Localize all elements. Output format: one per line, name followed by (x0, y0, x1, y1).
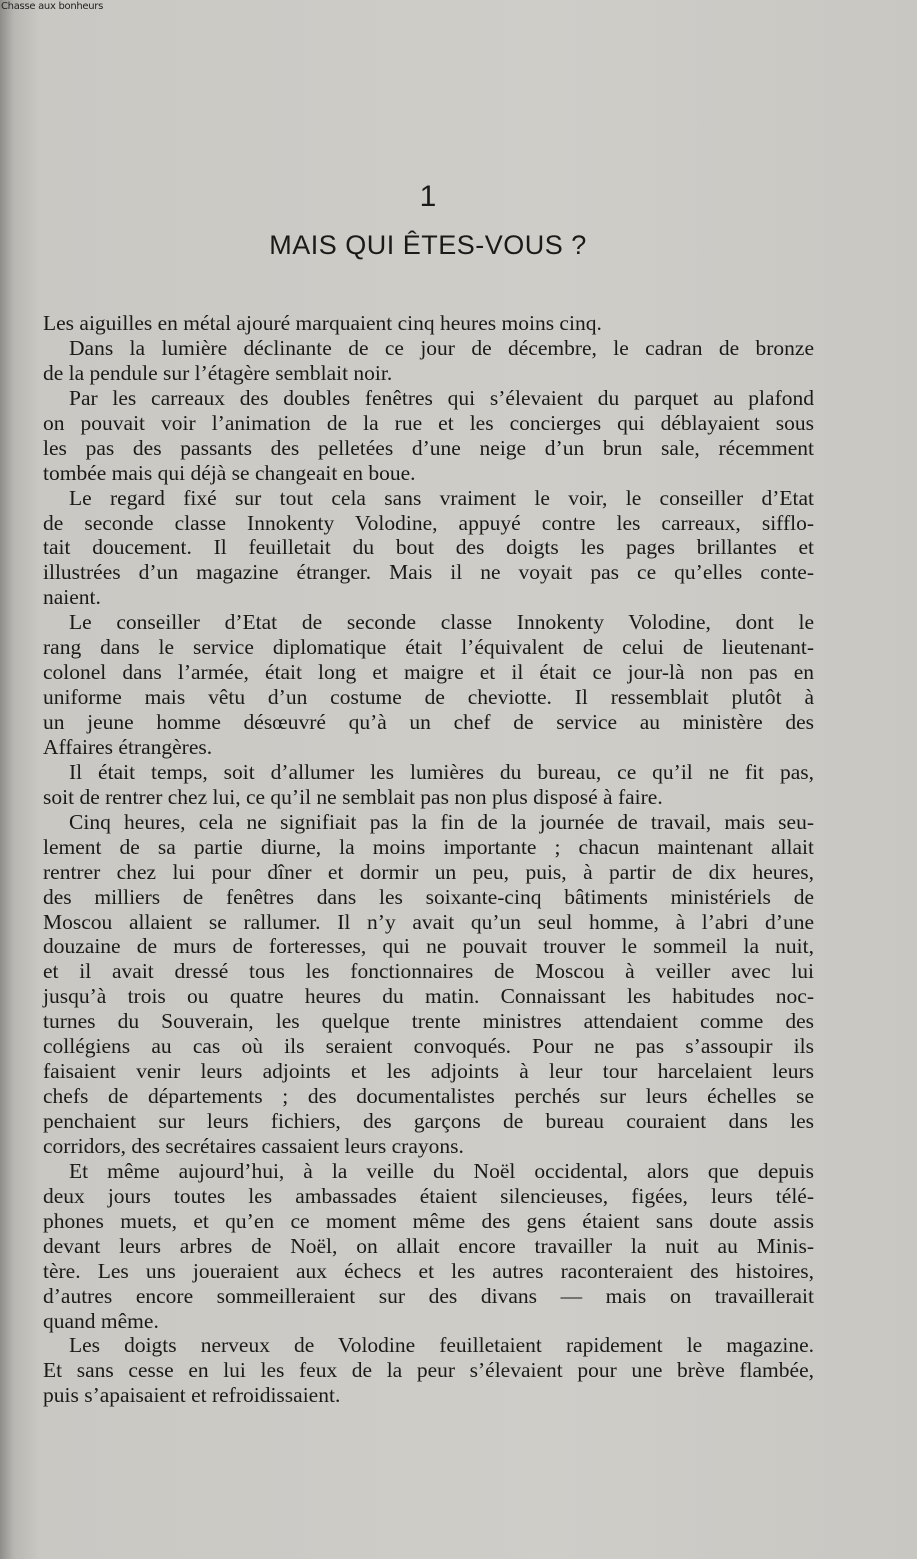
text-line: Par les carreaux des doubles fenêtres qui s’élevaient du parquet au plafond (69, 385, 814, 410)
text-line: de la pendule sur l’étagère semblait noir. (43, 360, 393, 385)
paragraph (43, 1159, 814, 1334)
text-line: soit de rentrer chez lui, ce qu’il ne semblait pas non plus disposé à faire. (43, 784, 663, 809)
text-line: tère. Les uns joueraient aux échecs et les autres raconteraient des histoires, (43, 1258, 814, 1283)
text-line: tombée mais qui déjà se changeait en boue. (43, 460, 416, 485)
text-line: turnes du Souverain, les quelque trente ministres attendaient comme des (43, 1009, 814, 1034)
text-line: tait doucement. Il feuilletait du bout des doigts les pages brillantes et (43, 535, 814, 560)
paragraph (43, 486, 814, 611)
text-line: penchaient sur leurs fichiers, des garçons de bureau couraient dans les (43, 1109, 814, 1133)
text-line: Les doigts nerveux de Volodine feuilletaient rapidement le magazine. (69, 1333, 814, 1358)
text-line: Le regard fixé sur tout cela sans vraiment le voir, le conseiller d’Etat (69, 485, 814, 510)
text-line: naient. (43, 585, 101, 610)
chapter-body (43, 311, 814, 1408)
text-line: uniforme mais vêtu d’un costume de cheviotte. Il ressemblait plutôt à (43, 685, 814, 710)
paragraph (43, 336, 814, 386)
text-line: les pas des passants des pelletées d’une neige d’un brun sale, récemment (43, 435, 814, 460)
text-line: Les aiguilles en métal ajouré marquaient cinq heures moins cinq. (43, 311, 602, 335)
text-line: Et même aujourd’hui, à la veille du Noël occidental, alors que depuis (69, 1158, 814, 1183)
text-line: Dans la lumière déclinante de ce jour de décembre, le cadran de bronze (69, 335, 814, 360)
paragraph (43, 810, 814, 1159)
text-line: collégiens au cas où ils seraient convoqués. Pour ne pas s’assoupir ils (43, 1034, 814, 1059)
text-line: jusqu’à trois ou quatre heures du matin. Connaissant les habitudes noc- (43, 984, 814, 1009)
text-line: de seconde classe Innokenty Volodine, appuyé contre les carreaux, sifflo- (43, 510, 814, 535)
text-line: Le conseiller d’Etat de seconde classe Innokenty Volodine, dont le (69, 610, 814, 635)
text-line: rentrer chez lui pour dîner et dormir un peu, puis, à partir de dix heures, (43, 859, 814, 884)
text-line: on pouvait voir l’animation de la rue et les concierges qui déblayaient sous (43, 410, 814, 435)
text-line: corridors, des secrétaires cassaient leurs crayons. (43, 1133, 464, 1158)
watermark: Chasse aux bonheurs (1, 1, 104, 12)
text-line: lement de sa partie diurne, la moins importante ; chacun maintenant allait (43, 834, 814, 859)
text-line: colonel dans l’armée, était long et maigre et il était ce jour-là non pas en (43, 660, 814, 685)
text-line: un jeune homme désœuvré qu’à un chef de service au ministère des (43, 710, 814, 734)
paragraph (43, 760, 814, 810)
paragraph (43, 1333, 814, 1408)
text-line: devant leurs arbres de Noël, on allait encore travailler la nuit au Minis- (43, 1233, 814, 1258)
text-line: Affaires étrangères. (43, 734, 213, 759)
text-line: phones muets, et qu’en ce moment même des gens étaient sans doute assis (43, 1208, 814, 1233)
paragraph (43, 386, 814, 486)
text-line: chefs de départements ; des documentalistes perchés sur leurs échelles se (43, 1084, 814, 1109)
text-line: d’autres encore sommeilleraient sur des divans — mais on travaillerait (43, 1283, 814, 1308)
paragraph (43, 610, 814, 760)
text-line: des milliers de fenêtres dans les soixante-cinq bâtiments ministériels de (43, 884, 814, 909)
text-line: Cinq heures, cela ne signifiait pas la fin de la journée de travail, mais seu- (69, 809, 814, 834)
text-line: douzaine de murs de forteresses, qui ne pouvait trouver le sommeil la nuit, (43, 934, 814, 959)
chapter-number: 1 (419, 180, 437, 213)
text-line: rang dans le service diplomatique était l’équivalent de celui de lieutenant- (43, 635, 814, 660)
paragraph (43, 311, 814, 336)
text-line: quand même. (43, 1308, 159, 1333)
text-line: faisaient venir leurs adjoints et les adjoints à leur tour harcelaient leurs (43, 1059, 814, 1084)
text-line: deux jours toutes les ambassades étaient silencieuses, figées, leurs télé- (43, 1183, 814, 1208)
text-line: Il était temps, soit d’allumer les lumières du bureau, ce qu’il ne fit pas, (69, 759, 814, 784)
text-line: Moscou allaient se rallumer. Il n’y avait qu’un seul homme, à l’abri d’une (43, 909, 814, 934)
text-line: et il avait dressé tous les fonctionnaires de Moscou à veiller avec lui (43, 959, 814, 984)
text-line: Et sans cesse en lui les feux de la peur s’élevaient pour une brève flambée, (43, 1358, 814, 1383)
chapter-title: MAIS QUI ÊTES-VOUS ? (269, 230, 587, 260)
text-line: puis s’apaisaient et refroidissaient. (43, 1383, 341, 1408)
text-line: illustrées d’un magazine étranger. Mais il ne voyait pas ce qu’elles conte- (43, 560, 814, 585)
